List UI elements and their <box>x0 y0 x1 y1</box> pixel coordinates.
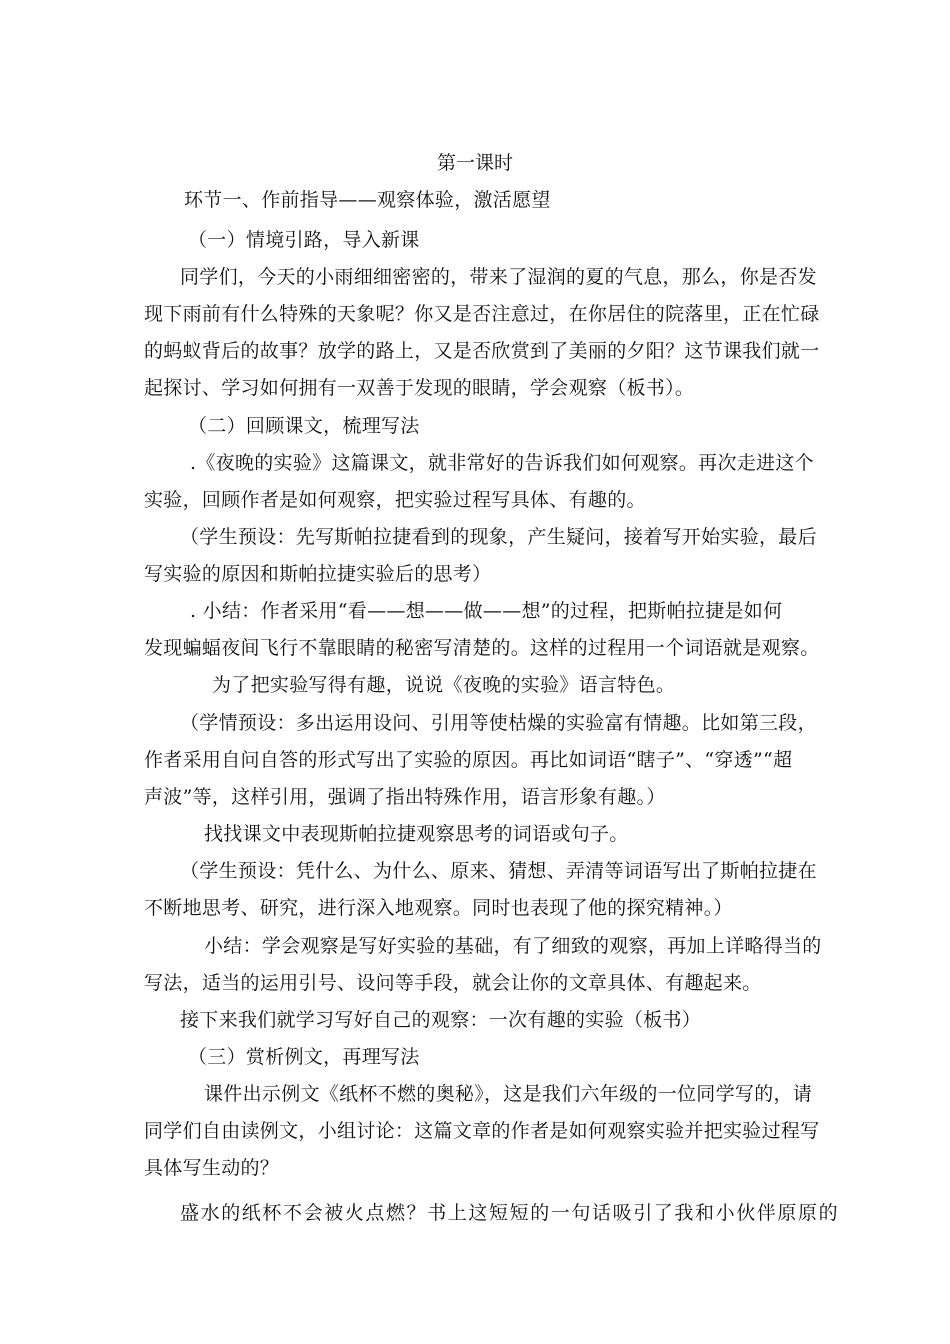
paragraph-line: 课件出示例文《纸杯不燃的奥秘》，这是我们六年级的一位同学写的，请 <box>204 1083 813 1105</box>
paragraph-line: 同学们自由读例文，小组讨论：这篇文章的作者是如何观察实验并把实验过程写 <box>144 1120 820 1142</box>
subsection-heading: （一）情境引路，导入新课 <box>188 229 420 251</box>
paragraph-line: 为了把实验写得有趣，说说《夜晚的实验》语言特色。 <box>212 674 676 696</box>
paragraph-line: 发现蝙蝠夜间飞行不靠眼睛的秘密写清楚的。这样的过程用一个词语就是观察。 <box>144 637 820 659</box>
paragraph-line: 同学们，今天的小雨细细密密的，带来了湿润的夏的气息，那么，你是否发 <box>180 266 817 288</box>
section-heading: 环节一、作前指导——观察体验，激活愿望 <box>184 189 551 211</box>
paragraph-line: （学情预设：多出运用设问、引用等使枯燥的实验富有情趣。比如第三段， <box>180 712 817 734</box>
paragraph-line: 起探讨、学习如何拥有一双善于发现的眼睛，学会观察（板书）。 <box>144 377 695 399</box>
paragraph-line: .《夜晚的实验》这篇课文，就非常好的告诉我们如何观察。再次走进这个 <box>190 452 814 474</box>
subsection-heading: （三）赏析例文，再理写法 <box>188 1046 420 1068</box>
paragraph-line: 写法，适当的运用引号、设问等手段，就会让你的文章具体、有趣起来。 <box>144 972 762 994</box>
paragraph-line: 具体写生动的？ <box>144 1157 280 1179</box>
paragraph-line: （学生预设：先写斯帕拉捷看到的现象，产生疑问，接着写开始实验，最后 <box>180 526 817 548</box>
paragraph-line: 接下来我们就学习写好自己的观察：一次有趣的实验（板书） <box>180 1009 702 1031</box>
paragraph-line: 小结：学会观察是写好实验的基础，有了细致的观察，再加上详略得当的 <box>204 935 822 957</box>
paragraph-line: 找找课文中表现斯帕拉捷观察思考的词语或句子。 <box>204 823 629 845</box>
subsection-heading: （二）回顾课文，梳理写法 <box>188 415 420 437</box>
lesson-title: 第一课时 <box>436 152 513 174</box>
paragraph-line: . 小结：作者采用“看——想——做——想”的过程，把斯帕拉捷是如何 <box>190 600 783 622</box>
paragraph-line: 不断地思考、研究，进行深入地观察。同时也表现了他的探究精神。） <box>144 897 733 919</box>
paragraph-line: 写实验的原因和斯帕拉捷实验后的思考） <box>144 563 492 585</box>
paragraph-line: 现下雨前有什么特殊的天象呢？你又是否注意过，在你居住的院落里，正在忙碌 <box>144 303 820 325</box>
paragraph-line: （学生预设：凭什么、为什么、原来、猜想、弄清等词语写出了斯帕拉捷在 <box>180 860 817 882</box>
paragraph-line: 声波”等，这样引用，强调了指出特殊作用，语言形象有趣。） <box>144 786 666 808</box>
paragraph-line: 的蚂蚁背后的故事？放学的路上，又是否欣赏到了美丽的夕阳？这节课我们就一 <box>144 340 820 362</box>
paragraph-line: 实验，回顾作者是如何观察，把实验过程写具体、有趣的。 <box>144 489 646 511</box>
example-essay-line: 盛水的纸杯不会被火点燃？书上这短短的一句话吸引了我和小伙伴原原的 <box>180 1202 840 1224</box>
paragraph-line: 作者采用自问自答的形式写出了实验的原因。再比如词语“瞎子”、“穿透”“超 <box>144 749 793 771</box>
